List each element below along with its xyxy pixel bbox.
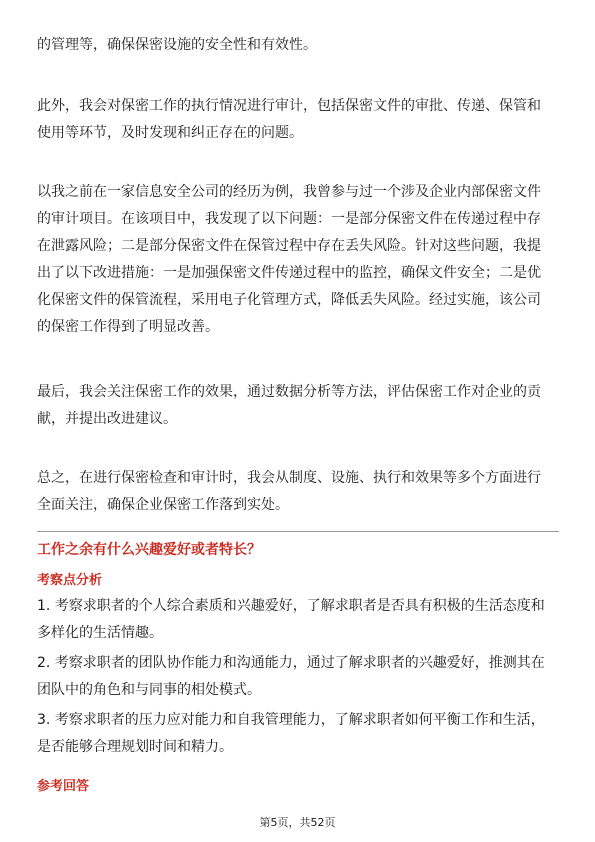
reference-answer-heading: 参考回答 [37,779,90,794]
analysis-item-3-line-1: 3. 考察求职者的压力应对能力和自我管理能力，了解求职者如何平衡工作和生活， [37,712,545,728]
analysis-item-2-line-2: 团队中的角色和与同事的相处模式。 [37,682,261,698]
paragraph-3-line-2: 的审计项目。在该项目中，我发现了以下问题：一是部分保密文件在传递过程中存 [37,211,541,227]
question-heading: 工作之余有什么兴趣爱好或者特长？ [37,542,261,558]
section-divider [37,531,559,532]
paragraph-5-line-2: 全面关注，确保企业保密工作落到实处。 [37,497,289,513]
paragraph-4-line-1: 最后，我会关注保密工作的效果，通过数据分析等方法，评估保密工作对企业的贡 [37,384,541,400]
paragraph-3-line-6: 的保密工作得到了明显改善。 [37,319,219,335]
paragraph-3-line-5: 化保密文件的保管流程，采用电子化管理方式，降低丢失风险。经过实施，该公司 [37,292,541,308]
analysis-item-1-line-2: 多样化的生活情趣。 [37,625,163,641]
analysis-heading: 考察点分析 [37,573,103,588]
analysis-item-1-line-1: 1. 考察求职者的个人综合素质和兴趣爱好，了解求职者是否具有积极的生活态度和 [37,598,545,614]
paragraph-2-line-1: 此外，我会对保密工作的执行情况进行审计，包括保密文件的审批、传递、保管和 [37,98,541,114]
paragraph-3-line-1: 以我之前在一家信息安全公司的经历为例，我曾参与过一个涉及企业内部保密文件 [37,184,541,200]
paragraph-3-line-3: 在泄露风险；二是部分保密文件在保管过程中存在丢失风险。针对这些问题，我提 [37,238,541,254]
page-number: 第5页，共52页 [259,816,336,829]
paragraph-2-line-2: 使用等环节，及时发现和纠正存在的问题。 [37,125,303,141]
analysis-item-2-line-1: 2. 考察求职者的团队协作能力和沟通能力，通过了解求职者的兴趣爱好，推测其在 [37,655,545,671]
paragraph-1-line-1: 的管理等，确保保密设施的安全性和有效性。 [37,37,317,53]
paragraph-5-line-1: 总之，在进行保密检查和审计时，我会从制度、设施、执行和效果等多个方面进行 [37,470,541,486]
analysis-item-3-line-2: 是否能够合理规划时间和精力。 [37,739,233,755]
paragraph-4-line-2: 献，并提出改进建议。 [37,411,177,427]
paragraph-3-line-4: 出了以下改进措施：一是加强保密文件传递过程中的监控，确保文件安全；二是优 [37,265,541,281]
